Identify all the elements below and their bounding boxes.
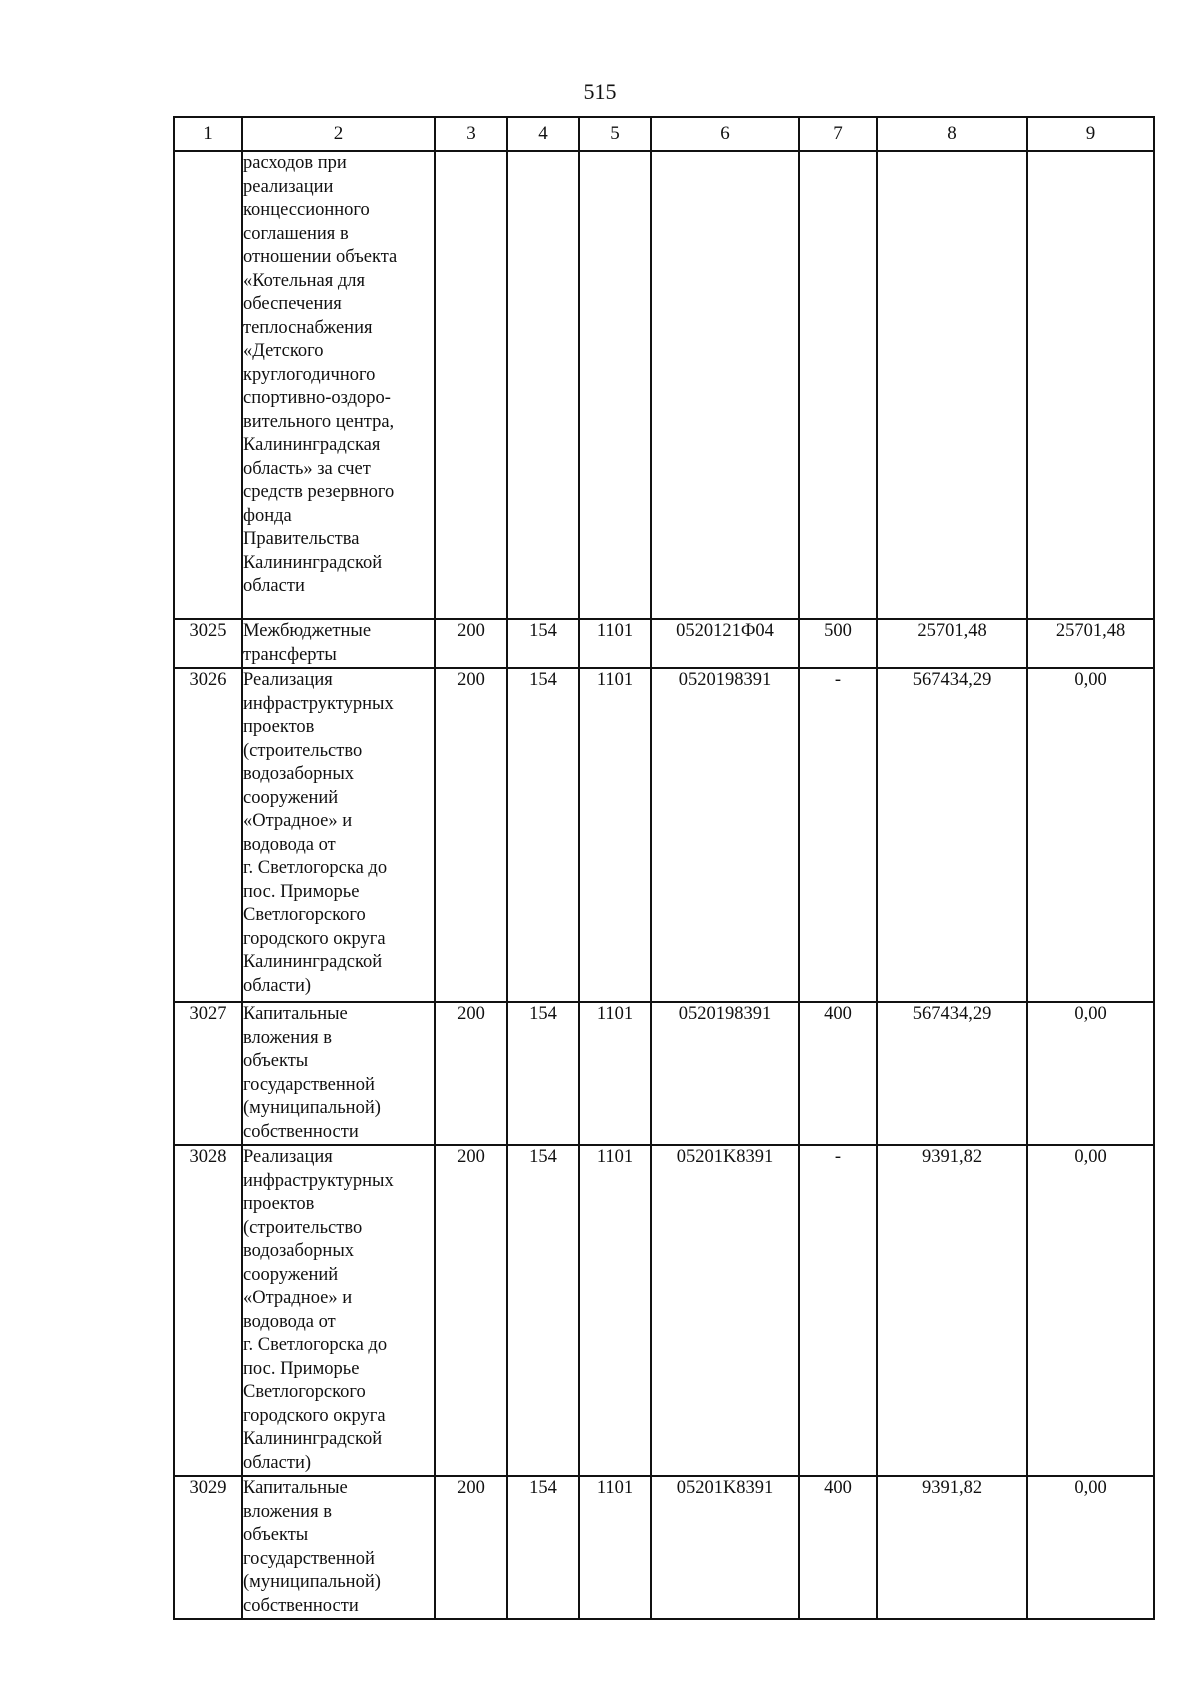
column-header: 3: [435, 117, 507, 151]
table-row: [174, 668, 1154, 1002]
cell-col7: 400: [799, 1002, 877, 1145]
cell-col7: -: [799, 1145, 877, 1476]
cell-col7: [799, 151, 877, 619]
cell-col8: 25701,48: [877, 619, 1027, 668]
cell-col8: [877, 151, 1027, 619]
cell-col7: 500: [799, 619, 877, 668]
column-header: 2: [242, 117, 435, 151]
row-number: [174, 151, 242, 619]
column-header: 9: [1027, 117, 1154, 151]
cell-col9: [1027, 151, 1154, 619]
row-description: Реализация инфраструктурных проектов (строительство водозаборных сооружений «Отрадное» и водовода от г. Светлогорска до пос. Приморье Светлогорского городского округа Калининградской области): [242, 668, 435, 1002]
table-row: [174, 1145, 1154, 1476]
table-row: [174, 151, 1154, 619]
page-number: 515: [583, 79, 617, 104]
cell-col3: 200: [435, 619, 507, 668]
column-header: 7: [799, 117, 877, 151]
table-row: [174, 1002, 1154, 1145]
row-number: 3027: [174, 1002, 242, 1145]
column-header: 6: [651, 117, 799, 151]
cell-col6: [651, 151, 799, 619]
row-description: расходов при реализации концессионного соглашения в отношении объекта «Котельная для обеспечения теплоснабжения «Детского круглогодичного спортивно-оздоро- вительного центра, Калининградская область» за счет средств резервного фонда Правительства Калининградской области: [242, 151, 435, 619]
cell-col3: 200: [435, 668, 507, 1002]
cell-col7: 400: [799, 1476, 877, 1619]
cell-col9: 25701,48: [1027, 619, 1154, 668]
cell-col4: 154: [507, 619, 579, 668]
table-row: [174, 619, 1154, 668]
row-number: 3028: [174, 1145, 242, 1476]
column-header: 1: [174, 117, 242, 151]
row-description: Межбюджетные трансферты: [242, 619, 435, 668]
column-header: 8: [877, 117, 1027, 151]
cell-col3: 200: [435, 1145, 507, 1476]
cell-col5: 1101: [579, 1002, 651, 1145]
table-header-row: [174, 117, 1154, 151]
cell-col3: 200: [435, 1476, 507, 1619]
row-number: 3025: [174, 619, 242, 668]
cell-col4: 154: [507, 1476, 579, 1619]
cell-col9: 0,00: [1027, 1145, 1154, 1476]
cell-col6: 0520198391: [651, 1002, 799, 1145]
cell-col8: 9391,82: [877, 1145, 1027, 1476]
cell-col5: 1101: [579, 668, 651, 1002]
row-number: 3029: [174, 1476, 242, 1619]
cell-col4: 154: [507, 1145, 579, 1476]
cell-col3: 200: [435, 1002, 507, 1145]
row-description: Капитальные вложения в объекты государственной (муниципальной) собственности: [242, 1002, 435, 1145]
cell-col8: 9391,82: [877, 1476, 1027, 1619]
cell-col6: 05201K8391: [651, 1476, 799, 1619]
cell-col6: 05201K8391: [651, 1145, 799, 1476]
table-row: [174, 1476, 1154, 1619]
cell-col8: 567434,29: [877, 1002, 1027, 1145]
cell-col6: 0520198391: [651, 668, 799, 1002]
row-number: 3026: [174, 668, 242, 1002]
column-header: 4: [507, 117, 579, 151]
cell-col4: [507, 151, 579, 619]
cell-col4: 154: [507, 668, 579, 1002]
column-header: 5: [579, 117, 651, 151]
cell-col6: 0520121Ф04: [651, 619, 799, 668]
row-description: Капитальные вложения в объекты государственной (муниципальной) собственности: [242, 1476, 435, 1619]
cell-col8: 567434,29: [877, 668, 1027, 1002]
cell-col9: 0,00: [1027, 1476, 1154, 1619]
cell-col3: [435, 151, 507, 619]
cell-col9: 0,00: [1027, 668, 1154, 1002]
row-description: Реализация инфраструктурных проектов (строительство водозаборных сооружений «Отрадное» и водовода от г. Светлогорска до пос. Приморье Светлогорского городского округа Калининградской области): [242, 1145, 435, 1476]
cell-col4: 154: [507, 1002, 579, 1145]
cell-col7: -: [799, 668, 877, 1002]
cell-col5: 1101: [579, 1145, 651, 1476]
cell-col5: 1101: [579, 1476, 651, 1619]
budget-table: [173, 116, 1155, 1620]
cell-col9: 0,00: [1027, 1002, 1154, 1145]
cell-col5: 1101: [579, 619, 651, 668]
cell-col5: [579, 151, 651, 619]
